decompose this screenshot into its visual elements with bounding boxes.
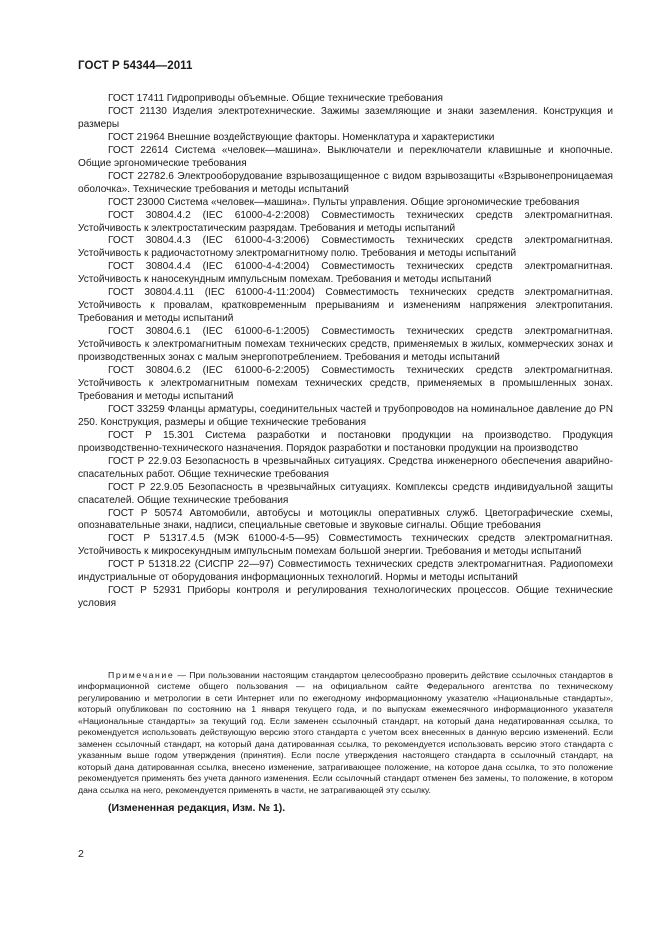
reference-item: ГОСТ 33259 Фланцы арматуры, соединительных частей и трубопроводов на номинальное давление до PN 250. Конструкция, размеры и общие технические требования <box>78 403 613 428</box>
document-header: ГОСТ Р 54344—2011 <box>78 60 193 72</box>
reference-item: ГОСТ Р 22.9.05 Безопасность в чрезвычайных ситуациях. Комплексы средств индивидуальной защиты спасателей. Общие технические требования <box>78 481 613 506</box>
reference-item: ГОСТ 17411 Гидроприводы объемные. Общие технические требования <box>108 93 443 104</box>
reference-item: ГОСТ Р 22.9.03 Безопасность в чрезвычайных ситуациях. Средства инженерного обеспечения аварийно-спасательных работ. Общие технические требования <box>78 455 613 480</box>
reference-item: ГОСТ Р 51317.4.5 (МЭК 61000-4-5—95) Совместимость технических средств электромагнитная. Устойчивость к микросекундным импульсным помехам большой энергии. Требования и методы испытаний <box>78 533 613 558</box>
reference-item: ГОСТ 30804.4.11 (IEC 61000-4-11:2004) Совместимость технических средств электромагнитная. Устойчивость к провалам, кратковременным прерываниям и изменениям напряжения электропитания. Требования и методы испытаний <box>78 287 613 325</box>
normative-references-list <box>78 93 613 611</box>
reference-item: ГОСТ Р 15.301 Система разработки и постановки продукции на производство. Продукция производственно-технического назначения. Порядок разработки и постановки продукции на производство <box>78 429 613 454</box>
reference-item: ГОСТ 30804.4.4 (IEC 61000-4-4:2004) Совместимость технических средств электромагнитная. Устойчивость к наносекундным импульсным помехам. Требования и методы испытаний <box>78 261 613 286</box>
reference-item: ГОСТ 21130 Изделия электротехнические. Зажимы заземляющие и знаки заземления. Конструкция и размеры <box>78 105 613 130</box>
reference-item: ГОСТ 30804.6.2 (IEC 61000-6-2:2005) Совместимость технических средств электромагнитная. Устойчивость к электромагнитным помехам технических средств, применяемых в промышленных зонах. Требования и методы испытаний <box>78 365 613 402</box>
reference-item: ГОСТ 23000 Система «человек—машина». Пульты управления. Общие эргономические требования <box>108 196 580 208</box>
reference-item: ГОСТ 30804.6.1 (IEC 61000-6-1:2005) Совместимость технических средств электромагнитная. Устойчивость к электромагнитным помехам технических средств, применяемых в жилых, коммерческих зонах и производственных зонах с малым энергопотреблением. Требования и методы испытаний <box>78 326 613 364</box>
reference-item: ГОСТ Р 51318.22 (СИСПР 22—97) Совместимость технических средств электромагнитная. Радиопомехи индустриальные от оборудования информационных технологий. Нормы и методы испытаний <box>78 559 613 584</box>
reference-item: ГОСТ 22782.6 Электрооборудование взрывозащищенное с видом взрывозащиты «Взрывонепроницаемая оболочка». Технические требования и методы испытаний <box>78 170 613 195</box>
note-paragraph <box>78 670 613 796</box>
page-number: 2 <box>78 848 84 860</box>
reference-item: ГОСТ 21964 Внешние воздействующие факторы. Номенклатура и характеристики <box>108 131 495 143</box>
reference-item: ГОСТ 30804.4.2 (IEC 61000-4-2:2008) Совместимость технических средств электромагнитная. Устойчивость к электростатическим разрядам. Требования и методы испытаний <box>78 209 613 234</box>
reference-item: ГОСТ Р 52931 Приборы контроля и регулирования технологических процессов. Общие технические условия <box>78 585 613 610</box>
reference-item: ГОСТ 30804.4.3 (IEC 61000-4-3:2006) Совместимость технических средств электромагнитная. Устойчивость к радиочастотному электромагнитному полю. Требования и методы испытаний <box>78 235 613 260</box>
note-text: — При пользовании настоящим стандартом целесообразно проверить действие ссылочных стандартов в информационной системе общего пользования — на официальном сайте Федерального агентства по техническому регулированию и метрологии в сети Интернет или по ежегодному информационному указателю «Национальные стандарты», который опубликован по состоянию на 1 января текущего года, и по выпускам ежемесячного информационного указателя «Национальные стандарты» за текущий год. Если заменен ссылочный стандарт, на который дана недатированная ссылка, то рекомендуется использовать действующую версию этого стандарта с учетом всех внесенных в данную версию изменений. Если заменен ссылочный стандарт, на который дана датированная ссылка, то рекомендуется использовать версию этого стандарта с указанным выше годом утверждения (принятия). Если после утверждения настоящего стандарта в ссылочный стандарт, на который дана датированная ссылка, внесено изменение, затрагивающее положение, на которое дана ссылка, то это положение рекомендуется применять без учета данного изменения. Если ссылочный стандарт отменен без замены, то положение, в котором дана ссылка на него, рекомендуется применять в части, не затрагивающей эту ссылку. <box>78 670 613 795</box>
reference-item: ГОСТ Р 50574 Автомобили, автобусы и мотоциклы оперативных служб. Цветографические схемы, опознавательные знаки, надписи, специальные световые и звуковые сигналы. Общие требования <box>78 507 613 532</box>
reference-item: ГОСТ 22614 Система «человек—машина». Выключатели и переключатели клавишные и кнопочные. Общие эргономические требования <box>78 144 613 169</box>
note-label: Примечание <box>108 670 175 680</box>
amended-edition-mark: (Измененная редакция, Изм. № 1). <box>108 802 286 814</box>
